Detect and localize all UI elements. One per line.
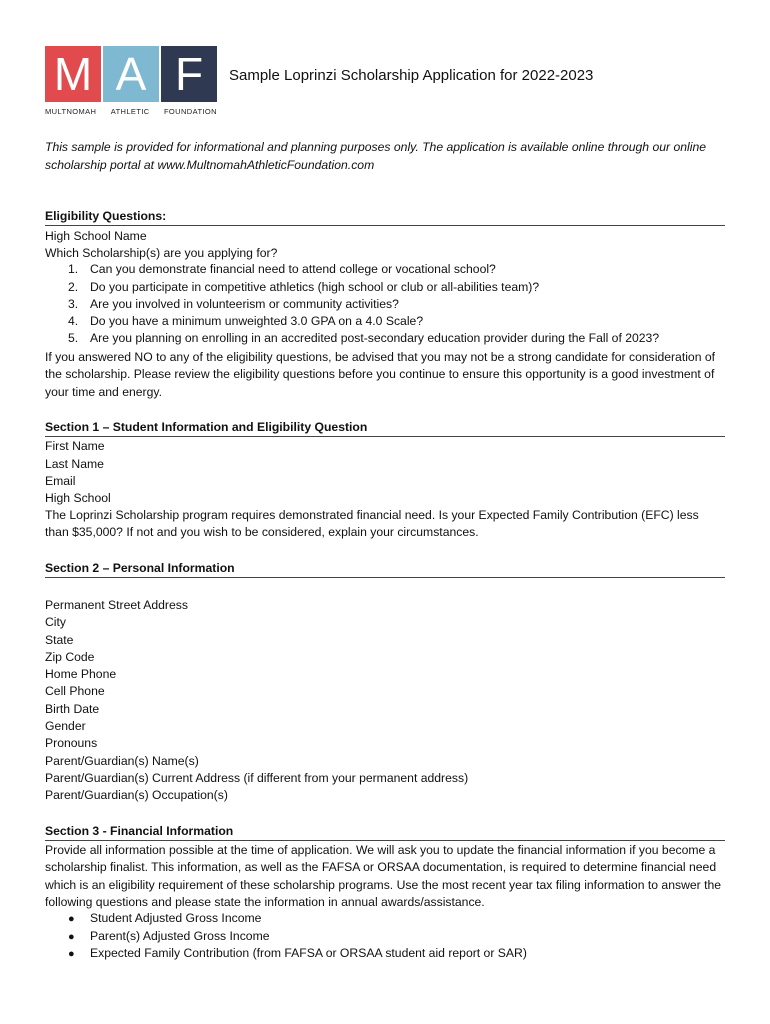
field-guardian-occupation: Parent/Guardian(s) Occupation(s): [45, 788, 228, 802]
field-email: Email: [45, 474, 76, 488]
field-high-school-name: High School Name: [45, 229, 147, 243]
bullet-icon: ●: [68, 948, 75, 960]
field-last-name: Last Name: [45, 457, 104, 471]
logo-letter-a: A: [103, 46, 159, 102]
field-gender: Gender: [45, 719, 86, 733]
section1-heading: Section 1 – Student Information and Eligibility Question: [45, 419, 725, 437]
financial-item: Parent(s) Adjusted Gross Income: [90, 929, 270, 943]
question-number: 1.: [68, 262, 79, 276]
field-cell-phone: Cell Phone: [45, 684, 105, 698]
eligibility-note: If you answered NO to any of the eligibility questions, be advised that you may not be a strong candidate for consideration of the scholarship. Please review the eligibility questions before you continue to ensure this opportunity is a good investment of your time and energy.: [45, 350, 716, 399]
maf-logo: [45, 46, 217, 116]
eligibility-question: Are you planning on enrolling in an accredited post-secondary education provider during the Fall of 2023?: [90, 331, 660, 345]
question-number: 2.: [68, 280, 79, 294]
logo-word-foundation: FOUNDATION: [163, 107, 217, 116]
logo-letter-m: M: [45, 46, 101, 102]
document-title: Sample Loprinzi Scholarship Application for 2022-2023: [229, 67, 594, 84]
question-number: 5.: [68, 331, 79, 345]
field-which-scholarship: Which Scholarship(s) are you applying for?: [45, 246, 278, 260]
intro-note: This sample is provided for informational and planning purposes only. The application is available online through our online scholarship portal at www.MultnomahAthleticFoundation.com: [45, 140, 707, 172]
section3-heading: Section 3 - Financial Information: [45, 823, 725, 841]
field-city: City: [45, 615, 66, 629]
eligibility-question: Can you demonstrate financial need to attend college or vocational school?: [90, 262, 496, 276]
financial-item: Expected Family Contribution (from FAFSA or ORSAA student aid report or SAR): [90, 946, 527, 960]
field-street-address: Permanent Street Address: [45, 598, 188, 612]
field-home-phone: Home Phone: [45, 667, 117, 681]
eligibility-question: Are you involved in volunteerism or community activities?: [90, 297, 399, 311]
efc-question: The Loprinzi Scholarship program requires demonstrated financial need. Is your Expected Family Contribution (EFC) less than $35,000? If not and you wish to be considered, explain your circumstances.: [45, 508, 699, 540]
question-number: 4.: [68, 314, 79, 328]
financial-item: Student Adjusted Gross Income: [90, 911, 262, 925]
financial-instructions: Provide all information possible at the time of application. We will ask you to update the financial information if you become a scholarship finalist. This information, as well as the FAFSA or ORSAA documentation, is required to determine financial need which is an eligibility requirement of these scholarship programs. Use the most recent year tax filing information to answer the following questions and please state the information in annual awards/assistance.: [45, 843, 722, 910]
eligibility-question: Do you participate in competitive athletics (high school or club or all-abilities team)?: [90, 280, 540, 294]
field-guardian-address: Parent/Guardian(s) Current Address (if different from your permanent address): [45, 771, 469, 785]
bullet-icon: ●: [68, 913, 75, 925]
field-pronouns: Pronouns: [45, 736, 98, 750]
eligibility-heading: Eligibility Questions:: [45, 208, 725, 226]
field-guardian-names: Parent/Guardian(s) Name(s): [45, 754, 199, 768]
logo-word-athletic: ATHLETIC: [110, 107, 150, 116]
field-first-name: First Name: [45, 439, 105, 453]
field-zip-code: Zip Code: [45, 650, 95, 664]
field-state: State: [45, 633, 74, 647]
field-high-school: High School: [45, 491, 111, 505]
logo-letter-f: F: [161, 46, 217, 102]
logo-word-multnomah: MULTNOMAH: [45, 107, 97, 116]
bullet-icon: ●: [68, 931, 75, 943]
eligibility-question: Do you have a minimum unweighted 3.0 GPA on a 4.0 Scale?: [90, 314, 424, 328]
field-birth-date: Birth Date: [45, 702, 100, 716]
question-number: 3.: [68, 297, 79, 311]
section2-heading: Section 2 – Personal Information: [45, 560, 725, 578]
